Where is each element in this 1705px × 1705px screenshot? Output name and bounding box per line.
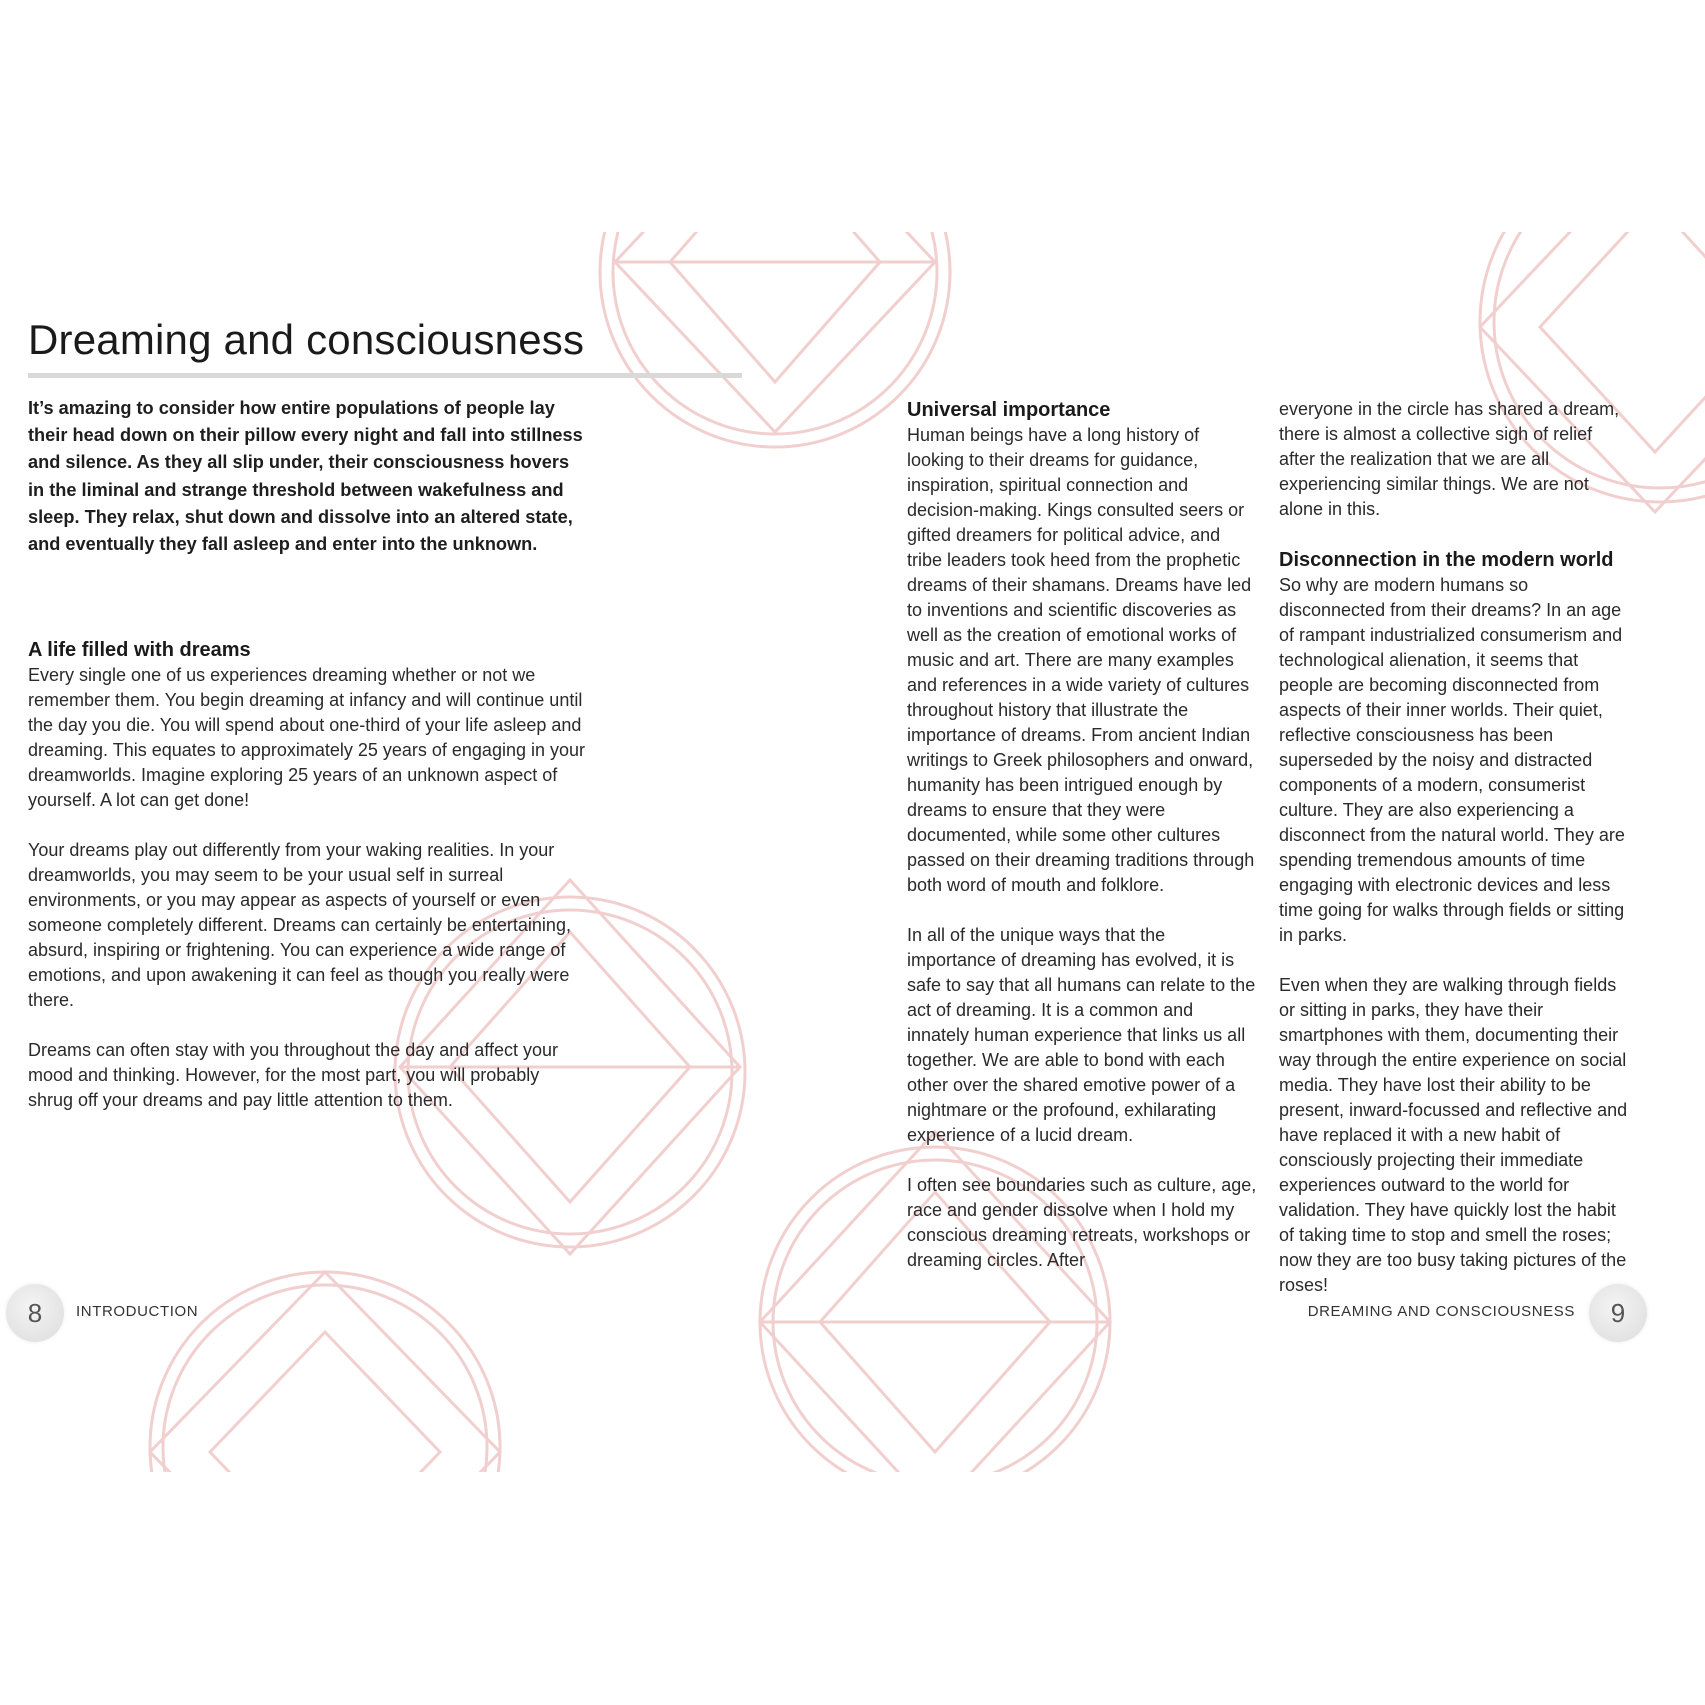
body-paragraph: Dreams can often stay with you throughout the day and affect your mood and thinking. However, for the most part, you will probably shrug off your dreams and pay little attention to them. <box>28 1040 558 1110</box>
body-paragraph: I often see boundaries such as culture, age, race and gender dissolve when I hold my conscious dreaming retreats, workshops or dreaming circles. After <box>907 1175 1257 1270</box>
middle-column <box>907 397 1257 1298</box>
page-number-right: 9 <box>1589 1284 1647 1342</box>
body-paragraph: Your dreams play out differently from your waking realities. In your dreamworlds, you may seem to be your usual self in surreal environments, or you may appear as aspects of yourself or even someone completely different. Dreams can certainly be entertaining, absurd, inspiring or frightening. You can experience a wide range of emotions, and upon awakening it can feel as though you really were there. <box>28 840 571 1010</box>
section-heading: Disconnection in the modern world <box>1279 549 1614 571</box>
title-underline <box>28 373 742 378</box>
running-head-left: INTRODUCTION <box>76 1303 199 1320</box>
continued-paragraph: everyone in the circle has shared a dream, there is almost a collective sigh of relief after the realization that we are all experiencing similar things. We are not alone in this. <box>1279 399 1620 519</box>
book-spread <box>0 232 1705 1472</box>
body-paragraph: Every single one of us experiences dreaming whether or not we remember them. You begin dreaming at infancy and will continue until the day you die. You will spend about one-third of your life asleep and dreaming. This equates to approximately 25 years of engaging in your dreamworlds. Imagine exploring 25 years of an unknown aspect of yourself. A lot can get done! <box>28 665 585 810</box>
section-heading: A life filled with dreams <box>28 639 251 661</box>
body-paragraph: In all of the unique ways that the importance of dreaming has evolved, it is safe to say that all humans can relate to the act of dreaming. It is a common and innately human experience that links us all together. We are able to bond with each other over the shared emotive power of a nightmare or the profound, exhilarating experience of a lucid dream. <box>907 925 1256 1145</box>
section-heading: Universal importance <box>907 399 1111 421</box>
body-paragraph: Human beings have a long history of looking to their dreams for guidance, inspiration, spiritual connection and decision-making. Kings consulted seers or gifted dreamers for political advice, and tribe leaders took heed from the prophetic dreams of their shamans. Dreams have led to inventions and scientific discoveries as well as the creation of emotional works of music and art. There are many examples and references in a wide variety of cultures throughout history that illustrate the importance of dreams. From ancient Indian writings to Greek philosophers and onward, humanity has been intrigued enough by dreams to ensure that they were documented, while some other cultures passed on their dreaming traditions through both word of mouth and folklore. <box>907 425 1255 895</box>
circle-diamond-motif-top <box>600 232 950 447</box>
body-paragraph: So why are modern humans so disconnected from their dreams? In an age of rampant industrialized consumerism and technological alienation, it seems that people are becoming disconnected from aspects of their inner worlds. Their quiet, reflective consciousness has been superseded by the noisy and distracted components of a modern, consumerist culture. They are also experiencing a disconnect from the natural world. They are spending tremendous amounts of time engaging with electronic devices and less time going for walks through fields or sitting in parks. <box>1279 575 1625 945</box>
chapter-title: Dreaming and consciousness <box>28 316 585 363</box>
right-column <box>1279 397 1629 1323</box>
running-head-right: DREAMING AND CONSCIOUSNESS <box>1307 1303 1575 1320</box>
intro-paragraph: It’s amazing to consider how entire populations of people lay their head down on their pillow every night and fall into stillness and silence. As they all slip under, their consciousness hovers in the liminal and strange threshold between wakefulness and sleep. They relax, shut down and dissolve into an altered state, and eventually they fall asleep and enter into the unknown. <box>28 398 583 555</box>
body-paragraph: Even when they are walking through fields or sitting in parks, they have their smartphones with them, documenting their way through the entire experience on social media. They have lost their ability to be present, inward-focussed and reflective and have replaced it with a new habit of consciously projecting their immediate experiences outward to the world for validation. They have quickly lost the habit of taking time to stop and smell the roses; now they are too busy taking pictures of the roses! <box>1279 975 1628 1295</box>
page-footer <box>0 1284 1705 1344</box>
page-number-left: 8 <box>6 1284 64 1342</box>
left-column <box>28 637 588 1138</box>
